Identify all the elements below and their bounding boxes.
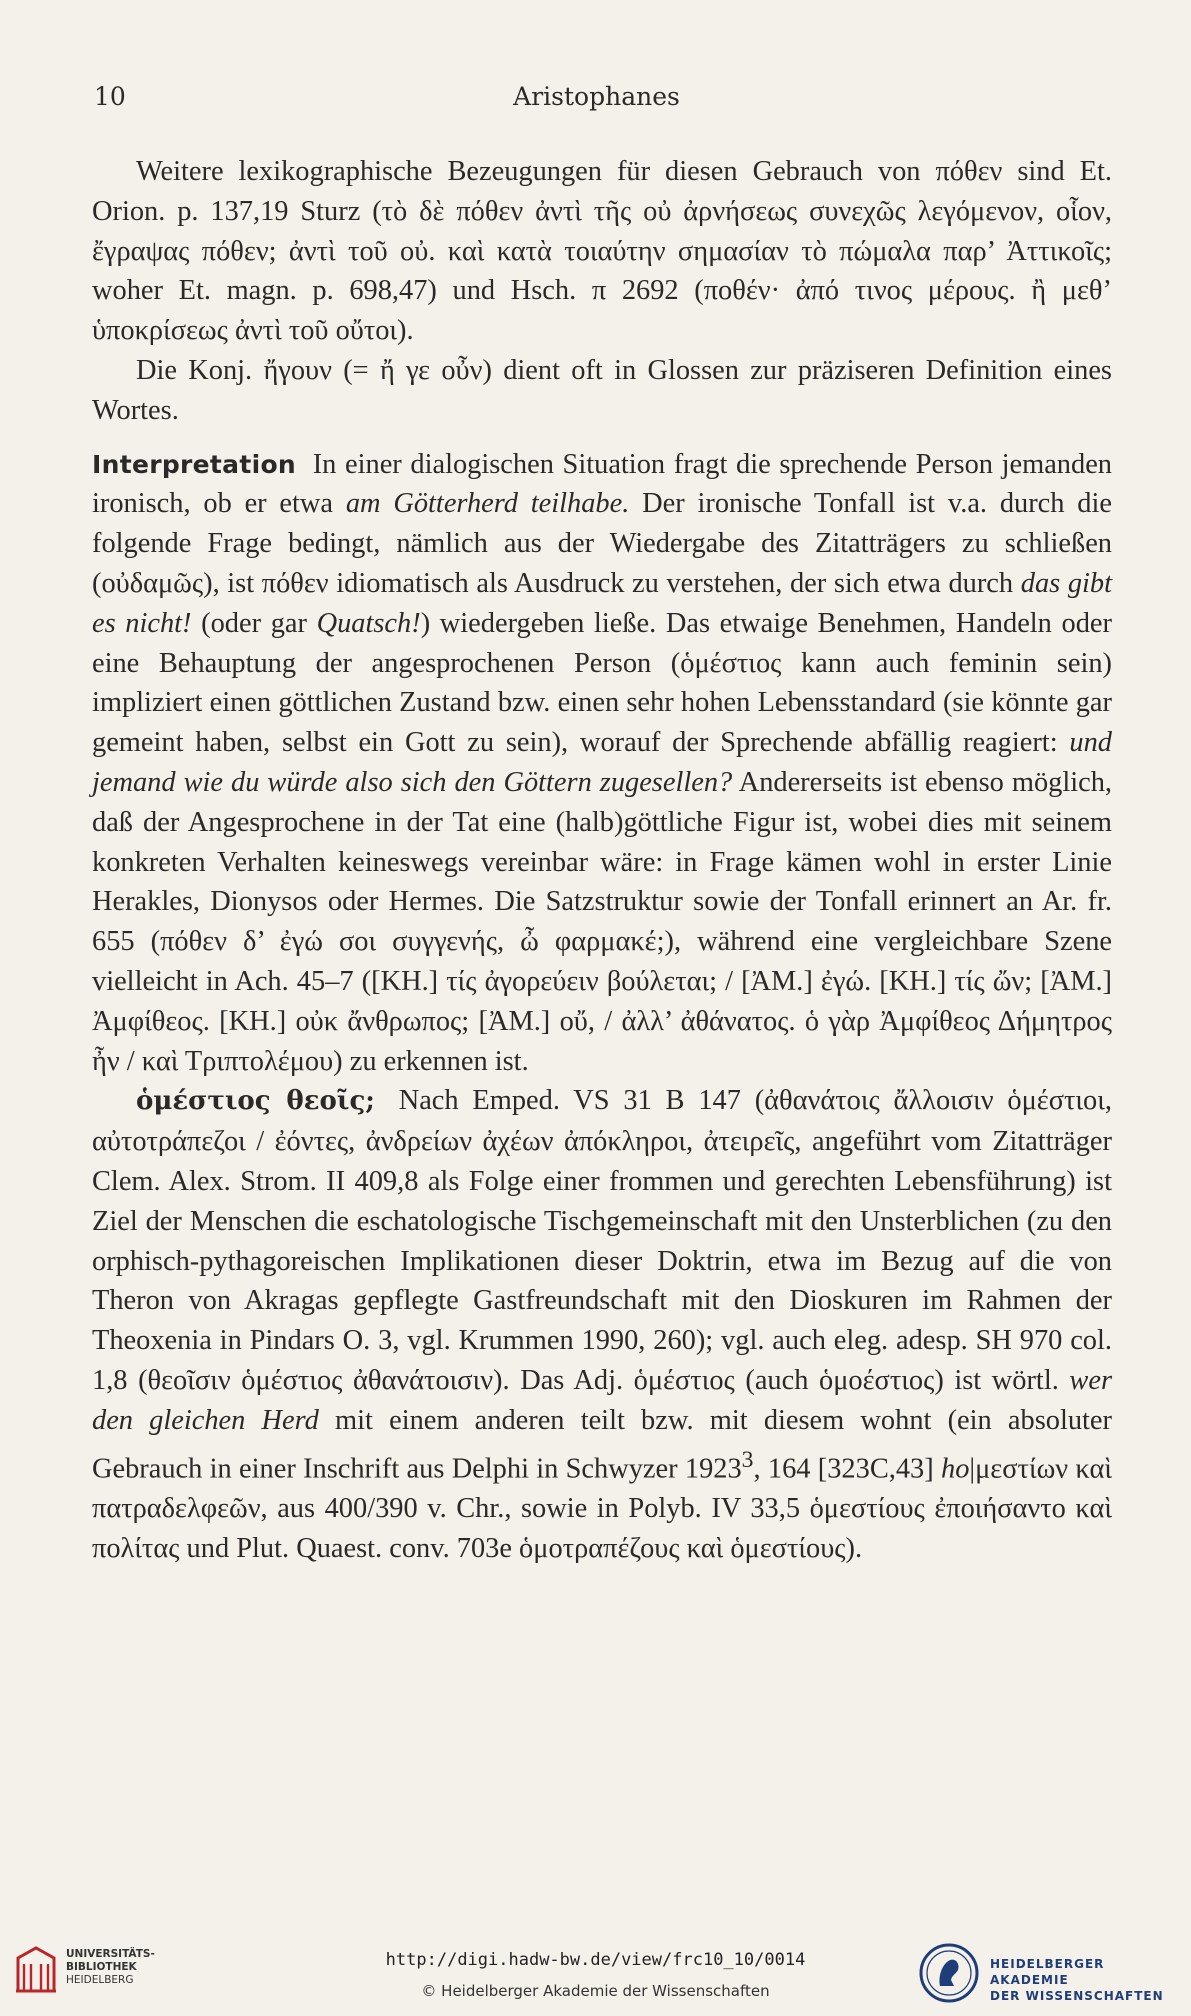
italic-phrase: Quatsch! [316,607,421,639]
copyright-notice: © Heidelberger Akademie der Wissenschaften [421,1982,770,2000]
text-run: In einer dialogischen Situation fragt die sprechende Person jemanden ironisch, ob er etwa [92,448,1112,520]
edition-superscript: 3 [741,1446,754,1473]
library-name: UNIVERSITÄTS- BIBLIOTHEK HEIDELBERG [66,1948,155,1986]
page-number: 10 [94,82,126,111]
academy-logo [918,1942,1178,2002]
italic-phrase: das gibt es nicht! [92,567,1112,639]
paragraph-lexicographic: Weitere lexikographische Bezeugungen für diesen Gebrauch von πόθεν sind Et. Orion. p. 137,19 Sturz (τὸ δὲ πόθεν ἀντὶ τῆς οὐ ἀρνήσεως συνεχῶς λεγόμενον, οἷον, ἔγραψας πόθεν; ἀντὶ τοῦ οὐ. καὶ κατὰ τοιαύτην σημασίαν τὸ πώμαλα παρ’ Ἀττικοῖς; woher Et. magn. p. 698,47) und Hsch. π 2692 (ποθέν· ἀπό τινος μέρους. ἢ μεθ’ ὑποκρίσεως ἀντὶ τοῦ οὔτοι). [92,156,1112,347]
italic-phrase: ho [941,1452,970,1484]
text-run: mit einem anderen teilt bzw. mit diesem wohnt (ein absoluter Gebrauch in einer Inschrift aus Delphi in Schwyzer 1923 [92,1404,1112,1484]
text-run: Nach Emped. VS 31 B 147 (ἀθανάτοις ἄλλοισιν ὁμέστιοι, αὐτοτράπεζοι / ἐόντες, ἀνδρείων ἀχέων ἀπόκληροι, ἀτειρεῖς, angeführt vom Zitatträger Clem. Alex. Strom. II 409,8 als Folge einer frommen und gerechten Lebensführung) ist Ziel der Menschen die eschatologische Tischgemeinschaft mit den Unsterblichen (zu den orphisch-pythagoreischen Implikationen dieser Doktrin, etwa im Bezug auf die von Theron von Akragas gepflegte Gastfreundschaft mit den Dioskuren im Rahmen der Theoxenia in Pindars O. 3, vgl. Krummen 1990, 260); vgl. auch eleg. adesp. SH 970 col. 1,8 (θεοῖσιν ὁμέστιος ἀθανάτοισιν). Das Adj. ὁμέστιος (auch ὁμοέστιος) ist wörtl. [92,1085,1112,1396]
page-footer [0,1920,1191,2016]
italic-phrase: wer den gleichen Herd [92,1364,1112,1436]
italic-phrase: am Götterherd teilhabe. [345,488,630,520]
lemma-term: ὁμέστιος θεοῖς; [136,1086,375,1117]
academy-name: HEIDELBERGER AKADEMIE DER WISSENSCHAFTEN [990,1957,1164,2003]
main-text [92,152,1112,1568]
italic-phrase: und jemand wie du würde also sich den Göttern zugesellen? [92,727,1112,798]
page-header [94,82,1099,118]
text-run: ) wiedergeben ließe. Das etwaige Benehmen, Handeln oder eine Behauptung der angesprochenen Person (ὁμέστιος kann auch feminin sein) impliziert einen göttlichen Zustand bzw. einen sehr hohen Lebensstandard (sie könnte gar gemeint haben, selbst ein Gott zu sein), worauf der Sprechende abfällig reagiert: [92,607,1112,759]
text-run: Andererseits ist ebenso möglich, daß der Angesprochene in der Tat eine (halb)göttliche Figur ist, wobei dies mit seinem konkreten Verhalten keineswegs vereinbar wäre: in Frage kämen wohl in erster Linie Herakles, Dionysos oder Hermes. Die Satzstruktur sowie der Tonfall erinnert an Ar. fr. 655 (πόθεν δ’ ἐγώ σοι συγγενής, ὦ φαρμακέ;), während eine vergleichbare Szene vielleicht in Ach. 45–7 ([ΚΗ.] τίς ἀγορεύειν βούλεται; / [ἈΜ.] ἐγώ. [ΚΗ.] τίς ὤν; [ἈΜ.] Ἀμφίθεος. [ΚΗ.] οὐκ ἄνθρωπος; [ἈΜ.] οὔ, / ἀλλ’ ἀθάνατος. ὁ γὰρ Ἀμφίθεος Δήμητρος ἦν / καὶ Τριπτολέμου) zu erkennen ist. [92,766,1113,1077]
paragraph-conjunction: Die Konj. ἤγουν (= ἤ γε οὖν) dient oft in Glossen zur präziseren Definition eines Wortes. [92,354,1112,426]
text-run: |μεστίων καὶ πατραδελφεῶν, aus 400/390 v. Chr., sowie in Polyb. IV 33,5 ὁμεστίους ἐποιήσαντο καὶ πολίτας und Plut. Quaest. conv. 703e ὁμοτραπέζους καὶ ὁμεστίους). [92,1452,1112,1564]
text-run: Der ironische Tonfall ist v.a. durch die folgende Frage bedingt, nämlich aus der Wiedergabe des Zitatträgers zu schließen (οὐδαμῶς), ist πόθεν idiomatisch als Ausdruck zu verstehen, der sich etwa durch [92,488,1112,599]
paragraph-lemma [92,1081,1112,1568]
section-heading: Interpretation [92,449,297,479]
academy-seal-icon [918,1942,980,2004]
running-title: Aristophanes [513,82,680,111]
paragraph-interpretation [92,445,1112,1082]
text-run: , 164 [323C,43] [753,1452,934,1484]
text-run: (oder gar [201,607,307,639]
permalink-url[interactable]: http://digi.hadw-bw.de/view/frc10_10/0014 [385,1950,806,1970]
